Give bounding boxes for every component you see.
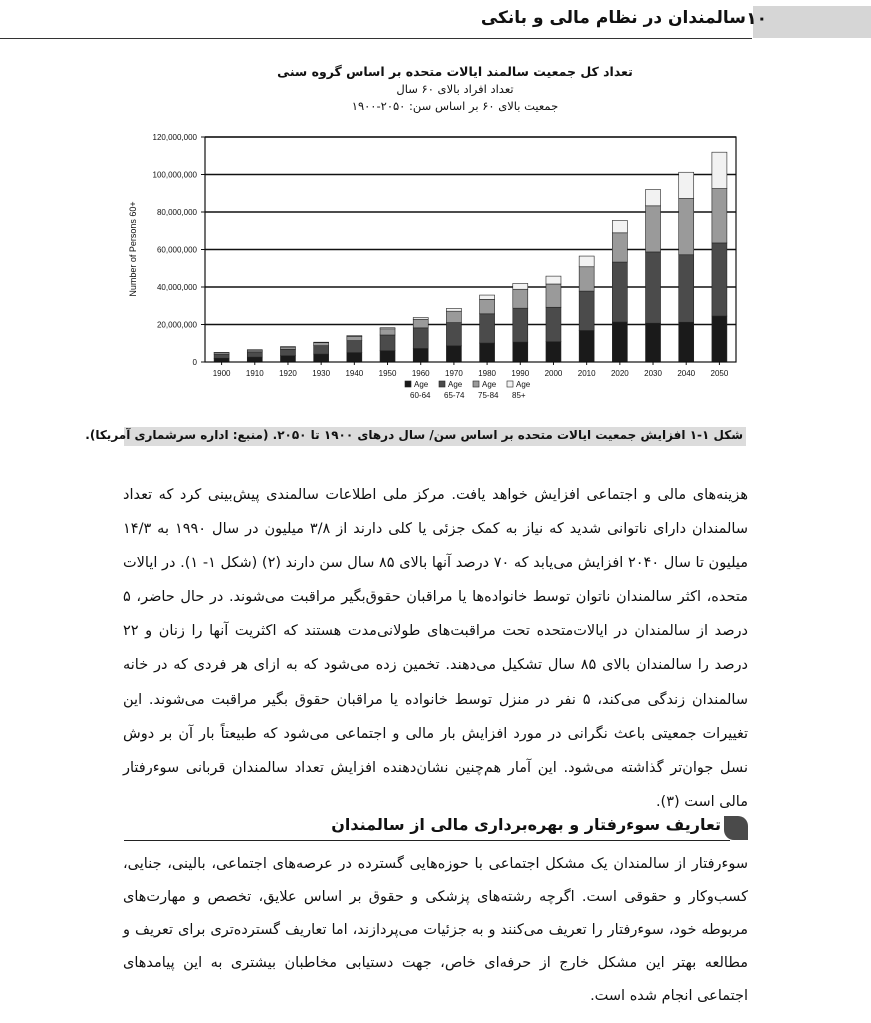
legend-label: Age: [516, 380, 531, 389]
bar-segment: [546, 342, 561, 362]
bar-segment: [380, 351, 395, 362]
bar-segment: [646, 190, 661, 206]
bar-segment: [480, 343, 495, 362]
bar-segment: [513, 342, 528, 362]
bar-segment: [612, 220, 627, 232]
bar-segment: [413, 328, 428, 349]
x-tick-label: 1920: [279, 369, 297, 378]
x-tick-label: 1950: [378, 369, 397, 378]
bar-segment: [646, 206, 661, 252]
legend-swatch: [405, 381, 411, 387]
x-tick-label: 1970: [445, 369, 463, 378]
bar-segment: [280, 349, 295, 356]
legend-label: 60-64: [410, 391, 431, 400]
section-rule: [124, 840, 730, 841]
section-marker-icon: [724, 816, 748, 840]
chart-ylabel: Number of Persons 60+: [128, 201, 138, 297]
figure-caption: شکل ۱-۱ افزایش جمعیت ایالات متحده بر اساس سن/ سال درهای ۱۹۰۰ تا ۲۰۵۰. (منبع: اداره سرشماری آمریکا).: [85, 428, 743, 442]
y-tick-label: 0: [192, 358, 197, 367]
legend-label: 85+: [512, 391, 526, 400]
x-tick-label: 2010: [577, 369, 596, 378]
legend-swatch: [507, 381, 513, 387]
bar-segment: [413, 318, 428, 320]
bar-segment: [347, 336, 362, 337]
y-tick-label: 100,000,000: [152, 170, 197, 180]
page-number-box: [753, 6, 871, 38]
bar-segment: [579, 256, 594, 267]
x-tick-label: 2020: [610, 369, 629, 378]
legend-swatch: [473, 381, 479, 387]
bar-segment: [546, 284, 561, 307]
running-header-title: سالمندان در نظام مالی و بانکی: [480, 8, 746, 28]
x-tick-label: 1910: [245, 369, 264, 378]
bar-segment: [314, 342, 329, 343]
bar-segment: [314, 343, 329, 346]
bar-segment: [712, 316, 727, 362]
bar-segment: [446, 346, 461, 362]
legend-label: Age: [448, 380, 463, 389]
x-tick-label: 1900: [212, 369, 231, 378]
bar-segment: [712, 152, 727, 188]
bar-segment: [280, 347, 295, 349]
bar-segment: [347, 336, 362, 340]
bar-segment: [612, 262, 627, 322]
bar-segment: [446, 308, 461, 311]
chart-title: تعداد کل جمعیت سالمند ایالات متحده بر اساس گروه سنی: [277, 64, 633, 79]
bar-segment: [679, 322, 694, 362]
bar-segment: [214, 354, 229, 358]
x-tick-label: 1960: [411, 369, 430, 378]
bar-segment: [380, 335, 395, 351]
bar-segment: [314, 346, 329, 354]
bar-segment: [380, 328, 395, 329]
y-tick-label: 20,000,000: [156, 320, 197, 330]
body-paragraph-2: سوء‌رفتار از سالمندان یک مشکل اجتماعی با حوزه‌هایی گسترده در عرصه‌های اجتماعی، بالینی، جنایی، کسب‌وکار و حقوقی است. اگرچه رشته‌های پزشکی و حقوق بر اساس علایق، تخصص و مهارت‌های مربوطه خود، سوء‌رفتار را تعریف می‌کنند و به جزئیات می‌پردازند، اما تعاریف گسترده‌تری برای تعریف و مطالعه بهتر این مشکل خارج از حرفه‌ای خاص، جهت دستیابی مخاطبان بیشتری به این پیامدهای اجتماعی انجام شده است.: [123, 856, 748, 1004]
bar-segment: [646, 323, 661, 362]
bar-segment: [712, 189, 727, 243]
chart-subtitle-2: جمعیت بالای ۶۰ بر اساس سن: ۲۰۵۰-۱۹۰۰: [351, 99, 559, 113]
bar-segment: [612, 322, 627, 362]
bar-segment: [513, 308, 528, 342]
section-heading: تعاریف سوء‌رفتار و بهره‌برداری مالی از سالمندان: [331, 815, 721, 834]
y-tick-label: 120,000,000: [152, 133, 197, 142]
header-rule: [0, 38, 752, 39]
bar-segment: [446, 311, 461, 322]
bar-segment: [612, 233, 627, 262]
bar-segment: [347, 353, 362, 362]
x-tick-label: 1930: [312, 369, 331, 378]
x-tick-label: 2050: [710, 369, 729, 378]
bar-segment: [480, 295, 495, 299]
x-tick-label: 2040: [677, 369, 696, 378]
chart-subtitle-1: تعداد افراد بالای ۶۰ سال: [396, 82, 514, 96]
bar-segment: [546, 276, 561, 284]
legend-label: 75-84: [478, 391, 499, 400]
x-tick-label: 1940: [345, 369, 364, 378]
bar-segment: [579, 291, 594, 330]
bar-segment: [646, 252, 661, 323]
x-tick-label: 1990: [511, 369, 530, 378]
bar-segment: [413, 349, 428, 363]
x-tick-label: 1980: [478, 369, 496, 378]
legend-label: Age: [414, 380, 429, 389]
legend-swatch: [439, 381, 445, 387]
bar-segment: [413, 319, 428, 328]
bar-segment: [380, 329, 395, 335]
bar-segment: [247, 357, 262, 362]
bar-segment: [546, 307, 561, 342]
legend-label: Age: [482, 380, 497, 389]
bar-segment: [480, 314, 495, 343]
page-number: ۱۰: [746, 9, 767, 29]
bar-segment: [314, 354, 329, 362]
bar-segment: [347, 341, 362, 353]
bar-segment: [712, 243, 727, 316]
body-paragraph-1: هزینه‌های مالی و اجتماعی افزایش خواهد یافت. مرکز ملی اطلاعات سالمندی پیش‌بینی کرد که تعداد سالمندان دارای ناتوانی شدید که نیاز به کمک جزئی یا کلی دارند از ۳/۸ میلیون در سال ۱۹۹۰ به ۱۴/۳ میلیون تا سال ۲۰۴۰ افزایش می‌یابد که ۷۰ درصد آنها بالای ۸۵ سال سن دارند (۲) (شکل ۱- ۱). در ایالات متحده، اکثر سالمندان ناتوان توسط خانواده‌ها یا مراقبان حقوق‌بگیر مراقبت می‌شوند. در حال حاضر، ۵ درصد از سالمندان در ایالات‌متحده تحت مراقبت‌های طولانی‌مدت هستند که اکثریت آنها را زنان و ۲۲ درصد را سالمندان بالای ۸۵ سال تشکیل می‌دهند. تخمین زده می‌شود که به ازای هر فردی که در خانه سالمندان زندگی می‌کند، ۵ نفر در منزل توسط خانواده یا مراقبان حقوق بگیر مراقبت می‌شوند. این تغییرات جمعیتی باعث نگرانی در مورد افزایش بار مالی و اجتماعی می‌شود که طبیعتاً بار آن بر دوش نسل جوان‌تر گذاشته می‌شود. این آمار هم‌چنین نشان‌دهنده افزایش تعداد سالمندان قربانی سوء‌رفتار مالی است (۳).: [123, 487, 749, 810]
bar-segment: [579, 267, 594, 291]
x-tick-label: 2000: [544, 369, 563, 378]
bar-segment: [513, 289, 528, 308]
bar-segment: [679, 172, 694, 198]
bar-segment: [446, 323, 461, 346]
bar-segment: [280, 356, 295, 362]
x-tick-label: 2030: [644, 369, 662, 378]
y-tick-label: 60,000,000: [156, 245, 197, 255]
y-tick-label: 40,000,000: [156, 283, 197, 292]
bar-segment: [679, 199, 694, 255]
y-tick-label: 80,000,000: [156, 208, 197, 217]
population-chart: [100, 58, 760, 413]
bar-segment: [480, 299, 495, 313]
bar-segment: [247, 352, 262, 357]
legend-label: 65-74: [444, 391, 465, 400]
bar-segment: [513, 283, 528, 289]
bar-segment: [679, 255, 694, 323]
bar-segment: [579, 331, 594, 363]
